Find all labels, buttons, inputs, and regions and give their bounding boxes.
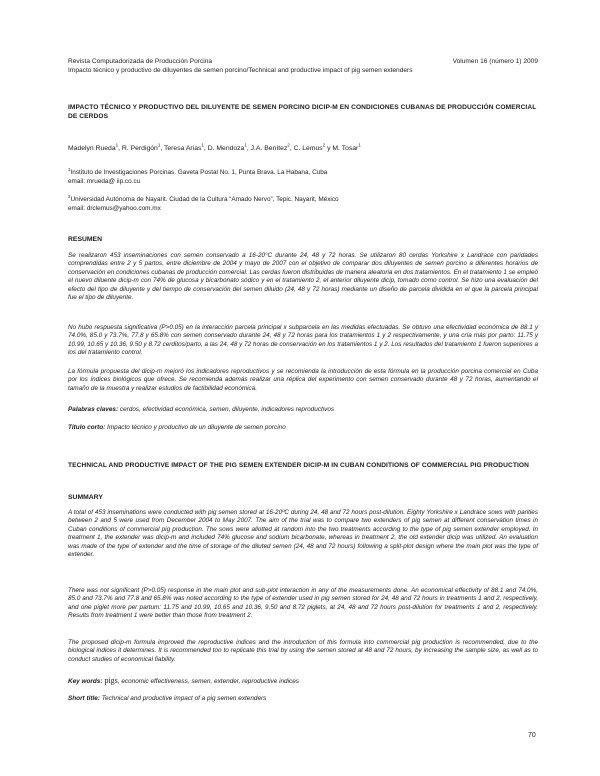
- journal-header: [68, 58, 538, 66]
- keywords-label-es: Palabras claves:: [68, 406, 119, 413]
- summary-heading: SUMMARY: [68, 494, 103, 501]
- author-name: Teresa Arias: [163, 145, 202, 152]
- resumen-paragraph-2: No hubo respuesta significativa (P>0.05) en la interacción parcela principal x subparcela en las medidas efectuadas. Se obtuvo una efectividad económica de 88.1 y 74.0%, 85.0 y 73.7%, 77.8 y 65.8% con semen conservado durante 24, 48 y 72 horas para los tratamientos 1 y 2 respectivamente, y una cría más por parto: 11.75 y 10.99, 10.65 y 10.36, 9.50 y 8.72 cerditos/parto, a las 24, 48 y 72 horas de conservación en los tratamientos 1 y 2. Los resultados del tratamiento 1 fueron superiores a los del tratamiento control.: [68, 324, 538, 357]
- short-title-text-en: Technical and productive impact of a pig semen extenders: [99, 695, 267, 702]
- short-title-label-en: Short title:: [68, 695, 100, 702]
- short-title: [68, 695, 538, 703]
- affiliation-2: [68, 195, 538, 213]
- author-sup: 1: [244, 142, 247, 148]
- resumen-paragraph-3: La fórmula propuesta del dicip-m mejoró los indicadores reproductivos y se recomienda la introducción de esta fórmula en la producción porcina comercial en Cuba por los índices biológicos que ofrece. Se recomienda además realizar una réplica del experimento con semen conservado durante 48 y 72 horas, aumentando el tamaño de la muestra y realizar estudios de factibilidad económica.: [68, 368, 538, 392]
- author-name: Madelyn Rueda: [68, 145, 116, 152]
- journal-name: Revista Computadorizada de Producción Porcina: [68, 58, 213, 65]
- resumen-heading: RESUMEN: [68, 236, 102, 243]
- affiliation-email[interactable]: email: mrueda@ iip.co.cu: [68, 178, 141, 185]
- author-sup: 1: [115, 142, 119, 148]
- summary-paragraph-2: There was not significant (P>0.05) response in the main plot and sub-plot interaction in any of the measurements done. An economical effectivity of 88.1 and 74.0%, 85.0 and 73.7% and 77.8 and 65.8% was noted according to the type of extender used in pig semen stored for 24, 48 and 72 hours in treatments 1 and 2, respectively, and one piglet more per partum: 11.75 and 10.99, 10.65 and 10.36, 9.50 and 8.72 piglets, at 24, 48 and 72 hours post-dilution for treatments 1 and 2, respectively. Results from treatment 1 were better than those from treatment 2.: [68, 587, 538, 620]
- author-sup: 1: [201, 142, 204, 148]
- affiliation-text: Universidad Autónoma de Nayarit. Ciudad de la Cultura “Amado Nervo”, Tepic. Nayarit, México: [70, 196, 339, 203]
- paper-title-es: IMPACTO TÉCNICO Y PRODUCTIVO DEL DILUYENTE DE SEMEN PORCINO DICIP-M EN CONDICIONES CUBANAS DE PRODUCCIÓN COMERCIAL DE CERDOS: [68, 104, 537, 120]
- author-name: J.A. Benítez: [250, 145, 288, 152]
- author-sup: 1: [358, 142, 361, 148]
- short-title-text-es: Impacto técnico y productivo de un diluyente de semen porcino: [105, 424, 286, 431]
- author-name: y M. Tosar: [327, 145, 359, 152]
- author-name: C. Lemus: [293, 145, 323, 152]
- author-name: R. Perdigón: [121, 145, 158, 152]
- keywords-text-es: cerdos, efectividad económica, semen, diluyente, indicadores reproductivos: [118, 406, 335, 413]
- author-list: Madelyn Rueda$^1$, R. Perdigón$^1$, Teresa Arias$^1$, D. Mendoza$^1$, J.A. Benítez$^2$, C. Lemus$^2$ y M. Tosar$^1$: [68, 142, 361, 152]
- affiliation-text: Instituto de Investigaciones Porcinas. Gaveta Postal No. 1, Punta Brava. La Habana, Cuba: [70, 169, 328, 176]
- affiliation-sup: 1: [68, 166, 71, 172]
- key-words: [68, 677, 538, 686]
- paper-title-en: TECHNICAL AND PRODUCTIVE IMPACT OF THE PIG SEMEN EXTENDER DICIP-M IN CUBAN CONDITIONS OF COMMERCIAL PIG PRODUCTION: [68, 462, 530, 469]
- summary-paragraph-1: A total of 453 inseminations were conducted with pig semen stored at 16-20ºC during 24, 48 and 72 hours post-dilution. Eighty Yorkshire x Landrace sows with parities between 2 and 5 were used from December 2004 to May 2007. The aim of the trial was to compare two extenders of pig semen at different conservation times in Cuban conditions of commercial pig production. The sows were allotted at random into the two treatments according to the type of pig semen extender employed. In treatment 1, the extender was dicip-m and included 74% glucose and sodium bicarbonate, whereas in treatment 2, the old extender dicip was utilized. An evaluation was made of the type of extender and the time of storage of the diluted semen (24, 48 and 72 hours) following a split-plot design where the main plot was the type of extender.: [68, 509, 538, 559]
- palabras-claves: [68, 406, 538, 414]
- short-title-label-es: Título corto:: [68, 424, 106, 431]
- keywords-label-en: Key words:: [68, 678, 103, 685]
- author-sup: 2: [287, 142, 290, 148]
- summary-paragraph-3: The proposed dicip-m formula improved the reproductive indices and the introduction of this formula into commercial pig production is recommended, due to the biological indices it determines. It is recommended too to replicate this trial by using the semen stored at 48 and 72 hours, by increasing the sample size, as well as to conduct studies of economical fiability.: [68, 639, 538, 663]
- keyword-pigs: pigs: [102, 676, 118, 685]
- keywords-text-en: , economic effectiveness, semen, extender, reproductive indices: [117, 678, 299, 685]
- author-sup: 2: [322, 142, 326, 148]
- titulo-corto: [68, 424, 538, 432]
- author-sup: 1: [157, 142, 161, 148]
- affiliation-email[interactable]: email: drclemus@yahoo.com.mx: [68, 205, 161, 212]
- resumen-paragraph-1: Se realizaron 453 inseminaciones con semen conservado a 16-20°C durante 24, 48 y 72 horas. Se utilizaron 80 cerdas Yorkshire x Landrace con paridades comprendidas entre 2 y 5 partos, entre diciembre de 2004 y mayo de 2007 con el objetivo de comparar dos diluyentes de semen porcino a diferentes horarios de conservación en condiciones cubanas de producción comercial. Las cerdas fueron distribuidas de manera aleatoria en dos tratamientos. En el tratamiento 1 se empleó el nuevo diluente dicip-m con 74% de glucosa y bicarbonato sódico y en el tratamiento 2, el anterior diluyente dicip, tomado como control. Se hizo una evaluación del efecto del tipo de diluyente y del tiempo de conservación del semen diluido (24, 48 y 72 horas) mediante un diseño de parcela dividida en el que la parcela principal fue el tipo de diluyente.: [68, 252, 538, 302]
- affiliation-1: [68, 168, 538, 186]
- volume-info: Volumen 16 (número 1) 2009: [452, 58, 538, 65]
- running-title: Impacto técnico y productivo de diluyentes de semen porcino/Technical and productive impact of pig semen extenders: [68, 67, 413, 74]
- page-number: 70: [528, 732, 536, 739]
- affiliation-sup: 2: [68, 193, 71, 199]
- author-name: D. Mendoza: [207, 145, 245, 152]
